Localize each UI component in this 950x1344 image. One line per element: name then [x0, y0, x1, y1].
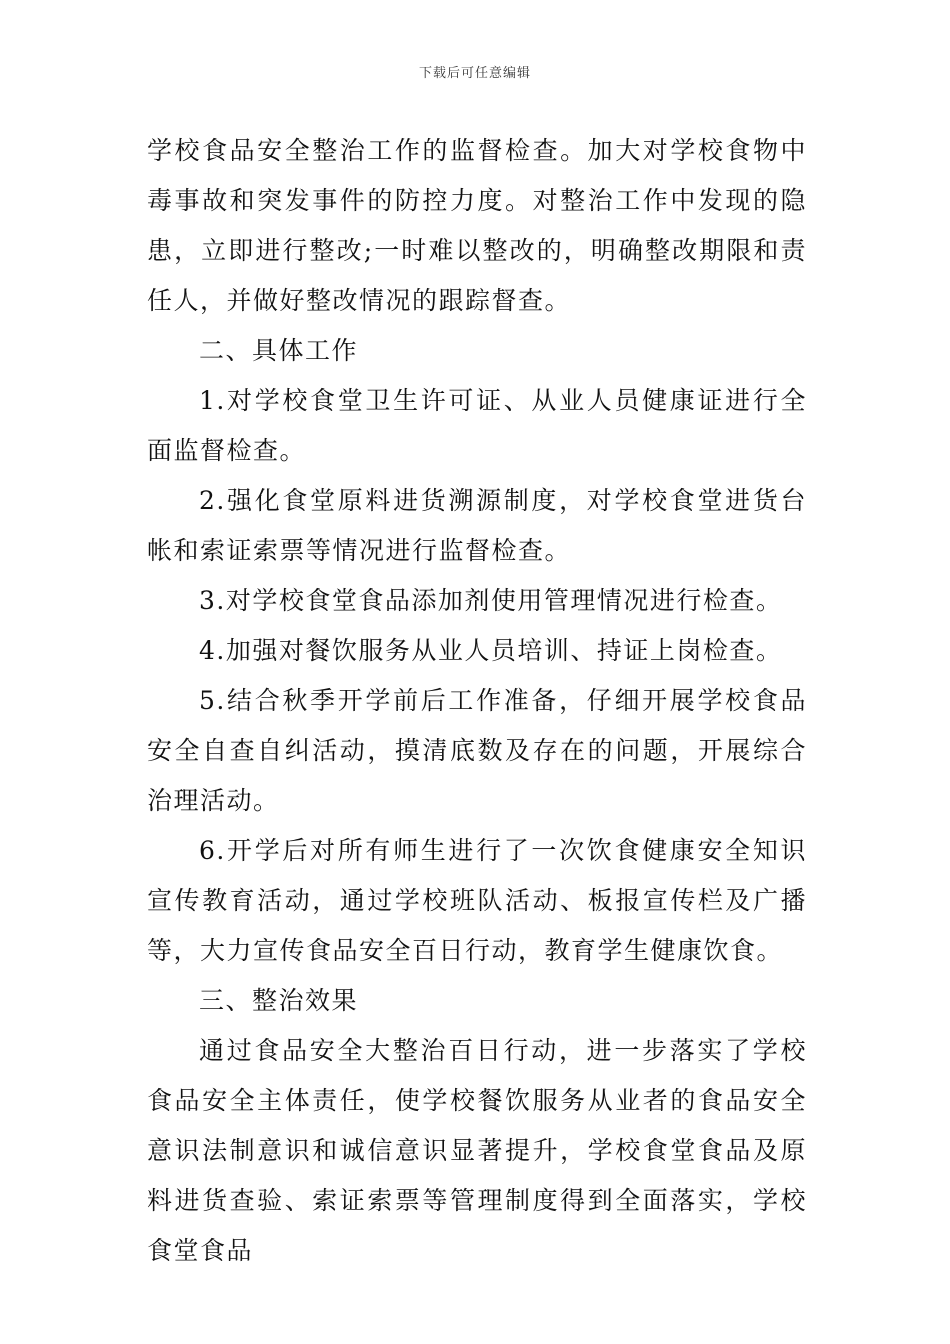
paragraph-results: 通过食品安全大整治百日行动，进一步落实了学校食品安全主体责任，使学校餐饮服务从业者的食品安全意识法制意识和诚信意识显著提升，学校食堂食品及原料进货查验、索证索票等管理制度得到全面落实，学校食堂食品 [147, 1036, 807, 1265]
list-item-1: 1.对学校食堂卫生许可证、从业人员健康证进行全面监督检查。 [147, 386, 807, 465]
list-item-6: 6.开学后对所有师生进行了一次饮食健康安全知识宣传教育活动，通过学校班队活动、板报宣传栏及广播等，大力宣传食品安全百日行动，教育学生健康饮食。 [147, 836, 807, 965]
list-item-5: 5.结合秋季开学前后工作准备，仔细开展学校食品安全自查自纠活动，摸清底数及存在的问题，开展综合治理活动。 [147, 686, 807, 815]
list-item-2: 2.强化食堂原料进货溯源制度，对学校食堂进货台帐和索证索票等情况进行监督检查。 [147, 486, 807, 565]
paragraph-continuation: 学校食品安全整治工作的监督检查。加大对学校食物中毒事故和突发事件的防控力度。对整治工作中发现的隐患，立即进行整改;一时难以整改的，明确整改期限和责任人，并做好整改情况的跟踪督查。 [147, 136, 807, 315]
section-heading-specific-work: 二、具体工作 [199, 336, 359, 365]
list-item-3: 3.对学校食堂食品添加剂使用管理情况进行检查。 [199, 586, 783, 615]
document-body [147, 126, 807, 1276]
section-heading-results: 三、整治效果 [199, 986, 359, 1015]
page-header-note: 下载后可任意编辑 [418, 66, 531, 81]
list-item-4: 4.加强对餐饮服务从业人员培训、持证上岗检查。 [199, 636, 783, 665]
